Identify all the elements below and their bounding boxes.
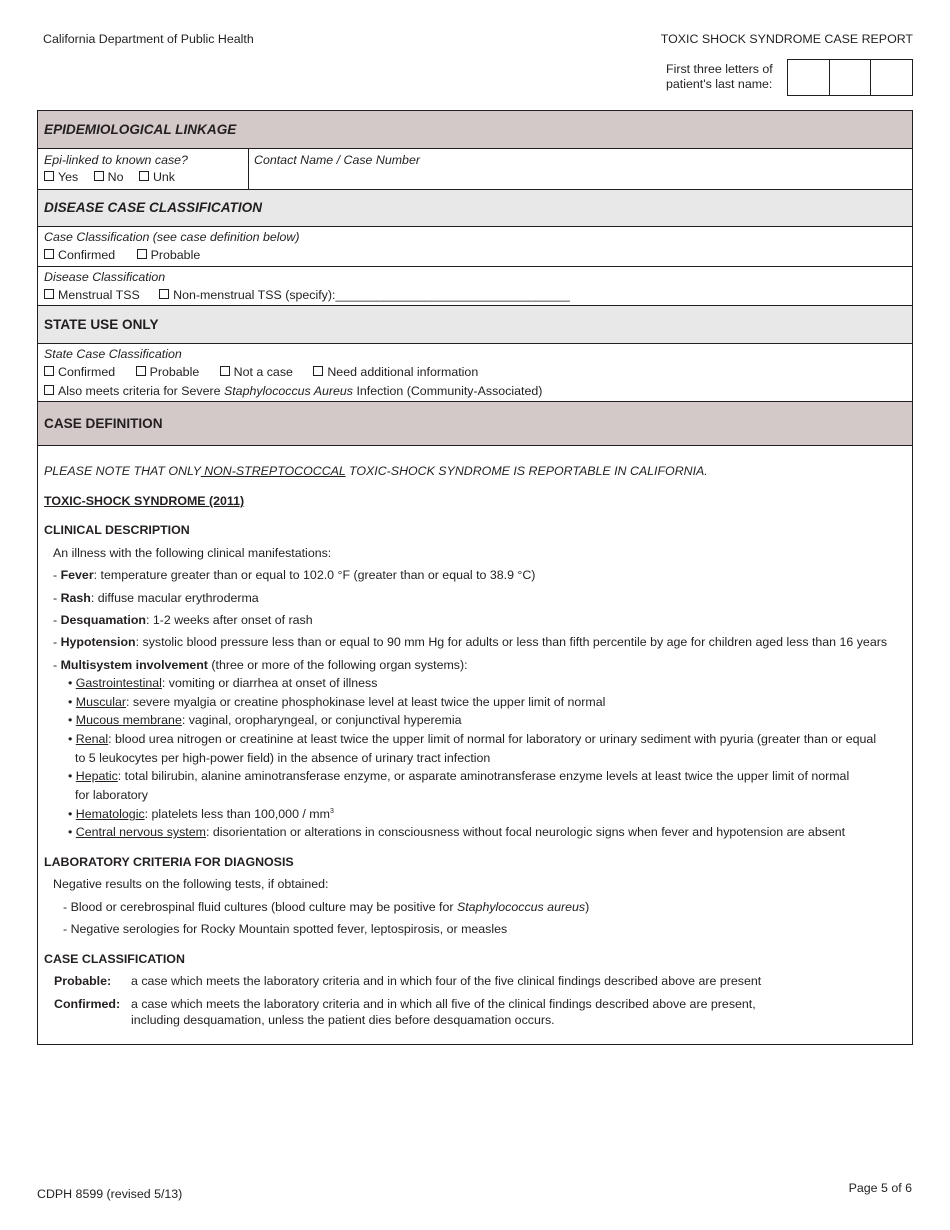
state-not-case-option[interactable] (220, 365, 293, 379)
confirmed-label: Confirmed: (54, 997, 121, 1011)
lab1-pre: - Blood or cerebrospinal fluid cultures (blood culture may be positive for (63, 900, 457, 914)
initial-letter-2-input[interactable] (830, 60, 872, 95)
hematologic-text: : platelets less than 100,000 / mm (144, 807, 330, 821)
clinical-intro: An illness with the following clinical manifestations: (53, 546, 332, 560)
initial-letter-3-input[interactable] (871, 60, 912, 95)
fever-text: : temperature greater than or equal to 102.0 °F (greater than or equal to 38.9 °C) (93, 568, 536, 582)
lab-heading: LABORATORY CRITERIA FOR DIAGNOSIS (44, 855, 294, 869)
checkbox-icon[interactable] (44, 385, 54, 395)
case-class-label: Case Classification (see case definition below) (44, 230, 300, 244)
checkbox-icon[interactable] (94, 171, 104, 181)
note-pre: PLEASE NOTE THAT ONLY (44, 464, 201, 478)
severe-staph-option[interactable] (44, 384, 542, 398)
checkbox-icon[interactable] (159, 289, 169, 299)
state-need-info-option[interactable] (313, 365, 478, 379)
multisystem-item: - Multisystem involvement (three or more of the following organ systems): (53, 658, 468, 672)
cns-text: : disorientation or alterations in consciousness without focal neurologic signs when fever and hypotension are absent (205, 825, 846, 839)
menstrual-label: Menstrual TSS (58, 288, 140, 302)
case-class-row (38, 227, 912, 267)
initials-label-line1: First three letters of (666, 62, 773, 76)
checkbox-icon[interactable] (137, 249, 147, 259)
rash-item: - Rash: diffuse macular erythroderma (53, 591, 259, 605)
renal-item-cont: to 5 leukocytes per high-power field) in the absence of urinary tract infection (75, 751, 491, 765)
case-confirmed-label: Confirmed (58, 248, 116, 262)
contact-name-field[interactable] (250, 167, 908, 187)
severe-staph-post: Infection (Community-Associated) (353, 384, 543, 398)
hematologic-item: • Hematologic: platelets less than $100,000 / mm^3$ (68, 807, 334, 821)
renal-item: • Renal: blood urea nitrogen or creatinine at least twice the upper limit of normal for laboratory or urinary sediment with pyuria (greater than or equal (68, 732, 877, 746)
epi-yes-label: Yes (58, 170, 79, 184)
case-class-heading: CASE CLASSIFICATION (44, 952, 185, 966)
confirmed-text-1: a case which meets the laboratory criteria and in which all five of the clinical findings described above are present, (131, 997, 756, 1011)
lab1-italic: Staphylococcus aureus (456, 900, 586, 914)
epi-no-label: No (107, 170, 124, 184)
desquamation-label: Desquamation (60, 613, 146, 627)
lab1-post: ) (585, 900, 590, 914)
initials-input-group (787, 59, 913, 96)
epi-section-header (38, 111, 912, 149)
checkbox-icon[interactable] (44, 366, 54, 376)
checkbox-icon[interactable] (139, 171, 149, 181)
hepatic-text: : total bilirubin, alanine aminotransferase enzyme, or asparate aminotransferase enzyme levels at least twice the upper limit of normal (117, 769, 850, 783)
definition-section-title: CASE DEFINITION (44, 416, 163, 431)
gi-label: Gastrointestinal (75, 676, 162, 690)
disease-class-row (38, 267, 912, 306)
mucous-label: Mucous membrane (75, 713, 182, 727)
muscular-item: • Muscular: severe myalgia or creatine phosphokinase level at least twice the upper limit of normal (68, 695, 606, 709)
hepatic-item: • Hepatic: total bilirubin, alanine aminotransferase enzyme, or asparate aminotransferase enzyme levels at least twice the upper limit of normal (68, 769, 850, 783)
state-confirmed-option[interactable] (44, 365, 115, 379)
severe-staph-italic: Staphylococcus Aureus (223, 384, 353, 398)
epi-unk-option[interactable] (139, 170, 175, 184)
disease-class-options (44, 288, 584, 302)
definition-section-header (38, 402, 912, 446)
gi-text: : vomiting or diarrhea at onset of illness (161, 676, 378, 690)
hematologic-superscript: 3 (329, 807, 334, 815)
state-class-options (44, 365, 492, 379)
checkbox-icon[interactable] (136, 366, 146, 376)
confirmed-text-2: including desquamation, unless the patient dies before desquamation occurs. (131, 1013, 555, 1027)
probable-text: a case which meets the laboratory criteria and in which four of the five clinical findings described above are present (131, 974, 762, 988)
fever-item: - Fever: temperature greater than or equal to 102.0 °F (greater than or equal to 38.9 °C) (53, 568, 536, 582)
desquamation-text: : 1-2 weeks after onset of rash (145, 613, 313, 627)
muscular-label: Muscular (75, 695, 127, 709)
epi-options (44, 170, 189, 184)
state-not-case-label: Not a case (233, 365, 293, 379)
clinical-heading: CLINICAL DESCRIPTION (44, 523, 190, 537)
agency-name: California Department of Public Health (43, 32, 254, 46)
hepatic-label: Hepatic (75, 769, 118, 783)
fever-label: Fever (60, 568, 94, 582)
initials-label-line2: patient's last name: (666, 77, 773, 91)
state-class-label: State Case Classification (44, 347, 182, 361)
state-confirmed-label: Confirmed (58, 365, 116, 379)
renal-text: : blood urea nitrogen or creatinine at least twice the upper limit of normal for laboratory or urinary sediment with pyuria (greater than or equal (108, 732, 877, 746)
state-section-title: STATE USE ONLY (44, 317, 159, 332)
checkbox-icon[interactable] (44, 171, 54, 181)
checkbox-icon[interactable] (44, 249, 54, 259)
mucous-item: • Mucous membrane: vaginal, oropharyngeal, or conjunctival hyperemia (68, 713, 462, 727)
reportable-note (44, 464, 708, 478)
epi-question-label: Epi-linked to known case? (44, 153, 188, 167)
lab-item-cultures (63, 900, 589, 914)
hypotension-label: Hypotension (60, 635, 136, 649)
non-menstrual-option[interactable] (159, 288, 570, 302)
state-need-info-label: Need additional information (327, 365, 479, 379)
case-probable-label: Probable (150, 248, 201, 262)
epi-yes-option[interactable] (44, 170, 78, 184)
note-post: TOXIC-SHOCK SYNDROME IS REPORTABLE IN CALIFORNIA. (345, 464, 708, 478)
column-divider (248, 149, 249, 189)
disease-class-label: Disease Classification (44, 270, 166, 284)
checkbox-icon[interactable] (44, 289, 54, 299)
rash-label: Rash (60, 591, 91, 605)
gi-item: • Gastrointestinal: vomiting or diarrhea at onset of illness (68, 676, 378, 690)
epi-section-title: EPIDEMIOLOGICAL LINKAGE (44, 122, 237, 137)
hematologic-label: Hematologic (75, 807, 145, 821)
epi-no-option[interactable] (94, 170, 124, 184)
page-number: Page 5 of 6 (848, 1181, 912, 1195)
epi-row (38, 149, 912, 190)
probable-label: Probable: (54, 974, 112, 988)
state-probable-option[interactable] (136, 365, 200, 379)
form-frame (37, 110, 913, 1045)
note-underlined: NON-STREPTOCOCCAL (200, 464, 346, 478)
multisystem-text: (three or more of the following organ systems): (207, 658, 468, 672)
hypotension-item: - Hypotension: systolic blood pressure less than or equal to 90 mm Hg for adults or less than fifth percentile by age for children aged less than 16 years (53, 635, 888, 649)
initial-letter-1-input[interactable] (788, 60, 830, 95)
state-class-row (38, 344, 912, 402)
lab-item-serologies: - Negative serologies for Rocky Mountain spotted fever, leptospirosis, or measles (63, 922, 508, 936)
rash-text: : diffuse macular erythroderma (90, 591, 259, 605)
cns-item: • Central nervous system: disorientation or alterations in consciousness without focal neurologic signs when fever and hypotension are absent (68, 825, 846, 839)
mucous-text: : vaginal, oropharyngeal, or conjunctival hyperemia (181, 713, 462, 727)
disease-section-title: DISEASE CASE CLASSIFICATION (44, 200, 263, 215)
disease-section-header (38, 190, 912, 227)
menstrual-option[interactable] (44, 288, 140, 302)
case-probable-option[interactable] (137, 248, 201, 262)
hepatic-item-cont: for laboratory (75, 788, 149, 802)
renal-label: Renal (75, 732, 109, 746)
tss-heading: TOXIC-SHOCK SYNDROME (2011) (44, 494, 245, 508)
non-menstrual-label: Non-menstrual TSS (specify):__________________________________ (173, 288, 570, 302)
initials-label (666, 62, 784, 92)
lab-intro: Negative results on the following tests, if obtained: (53, 877, 329, 891)
muscular-text: : severe myalgia or creatine phosphokinase level at least twice the upper limit of normal (126, 695, 606, 709)
desquamation-item: - Desquamation: 1-2 weeks after onset of rash (53, 613, 313, 627)
checkbox-icon[interactable] (220, 366, 230, 376)
case-class-options (44, 248, 214, 262)
multisystem-label: Multisystem involvement (60, 658, 208, 672)
epi-unk-label: Unk (152, 170, 176, 184)
state-section-header (38, 306, 912, 344)
contact-name-label: Contact Name / Case Number (254, 153, 420, 167)
case-confirmed-option[interactable] (44, 248, 115, 262)
state-probable-label: Probable (149, 365, 200, 379)
severe-staph-pre: Also meets criteria for Severe (58, 384, 224, 398)
hypotension-text: : systolic blood pressure less than or equal to 90 mm Hg for adults or less than fifth percentile by age for children aged less than 16 years (135, 635, 888, 649)
checkbox-icon[interactable] (313, 366, 323, 376)
form-id: CDPH 8599 (revised 5/13) (37, 1187, 183, 1201)
report-title: TOXIC SHOCK SYNDROME CASE REPORT (660, 32, 913, 46)
cns-label: Central nervous system (75, 825, 206, 839)
